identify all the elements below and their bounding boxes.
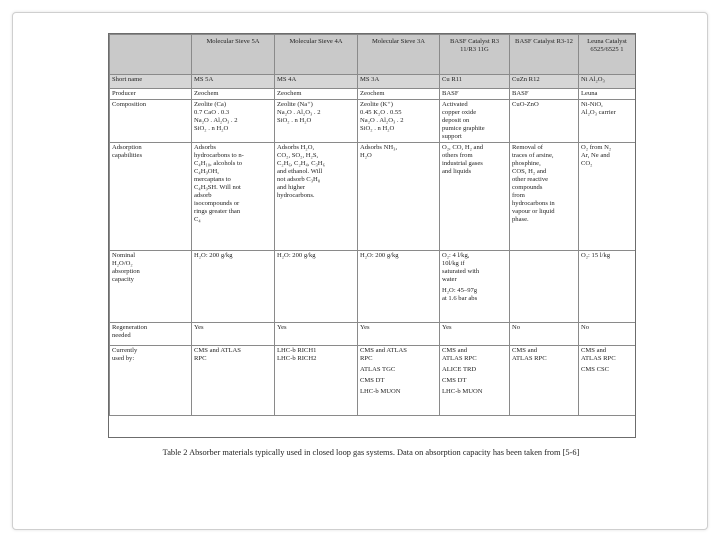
cell-line: Zeolite (Na⁺) [277,101,313,109]
cell-line: Zeochem [277,90,302,97]
cell-line: deposit on [442,117,470,125]
table-cell [510,143,579,251]
column-header [110,35,192,75]
cell-line: RPC [360,355,373,363]
table-cell [192,75,275,89]
column-header: Molecular Sieve 5A [192,35,275,75]
row-label-line: Currently [112,347,138,355]
table-cell [192,346,275,416]
cell-line: CO₂, SO₂, H₂S, [277,152,319,160]
table-cell [275,323,358,346]
cell-line: others from [442,152,473,160]
cell-line: Adsorbs [194,144,216,152]
absorber-table [108,33,636,438]
cell-line: 10l/kg if [442,260,465,268]
column-header: Leuna Catalyst 6525/6525 1 [579,35,636,75]
cell-line: copper oxide [442,109,477,117]
cell-line: Adsorbs H₂O, [277,144,315,152]
table-cell [579,89,636,100]
row-label-line: Regeneration [112,324,148,332]
cell-line: Ar, Ne and [581,152,610,160]
cell-line: and ethanol. Will [277,168,323,176]
cell-line: Leuna [581,90,598,97]
cell-line: mercaptans to [194,176,231,184]
table-body [110,75,636,416]
cell-line: SiO₂ . n H₂O [360,125,395,133]
cell-line: BASF [512,90,529,97]
row-label-line: Short name [112,76,143,83]
cell-line: Na₂O . Al₂O₃ . 2 [277,109,321,117]
cell-line: support [442,133,462,141]
cell-line: CO₂ [581,160,593,168]
cell-line: CMS DT [360,377,385,385]
table-cell [579,100,636,143]
cell-line: 0.45 K₂O . 0.55 [360,109,402,117]
cell-line: Yes [442,324,452,332]
cell-line: vapour or liquid [512,208,555,216]
cell-line: not adsorb C₃H₈ [277,176,321,184]
cell-line: C₄ [194,216,201,224]
cell-line: compounds [512,184,543,192]
table-cell [510,89,579,100]
cell-line: C₄H₁₀, alcohols to [194,160,243,168]
cell-line: phase. [512,216,529,224]
cell-line: at 1.6 bar abs [442,295,478,303]
cell-line: CuO-ZnO [512,101,539,109]
cell-line: CMS and [512,347,538,355]
table-row [110,346,636,416]
row-label-line: absorption [112,268,140,276]
cell-line: Na₂O . Al₂O₃ . 2 [360,117,404,125]
row-label-line: H₂O/O₂ [112,260,133,268]
cell-line: O₂: 15 l/kg [581,252,611,260]
row-label-line: Producer [112,90,136,97]
cell-line: No [581,324,590,332]
row-label-line: needed [112,332,131,340]
table-cell [192,323,275,346]
cell-line: phosphine, [512,160,541,168]
table-cell [440,143,510,251]
cell-line: water [442,276,457,284]
table-cell [440,100,510,143]
row-label-line: capacity [112,276,134,284]
table-cell [192,100,275,143]
table-cell [192,89,275,100]
cell-line: Zeolite (K⁺) [360,101,393,109]
cell-line: LHC-b RICH1 [277,347,317,355]
cell-line: Zeolite (Ca) [194,101,227,109]
column-header: BASF Catalyst R3 11/R3 11G [440,35,510,75]
cell-line: H₂O [360,152,372,160]
table-cell [440,323,510,346]
column-header: Molecular Sieve 3A [358,35,440,75]
cell-line: C₂H₆, C₂H₄, C₃H₆ [277,160,325,168]
column-header: Molecular Sieve 4A [275,35,358,75]
row-label [110,75,192,89]
cell-line: other reactive [512,176,549,184]
cell-line: MS 5A [194,76,214,83]
cell-line: Ni-NiO, [581,101,603,109]
cell-line: Zeochem [194,90,219,97]
cell-line: H₂O: 200 g/kg [194,252,233,260]
table-cell [192,251,275,323]
table-cell [275,143,358,251]
cell-line: pumice graphite [442,125,485,133]
cell-line: O₂ from N₂ [581,144,612,152]
cell-line: Yes [360,324,370,332]
table-cell [275,100,358,143]
cell-line: LHC-b MUON [360,388,401,396]
cell-line: ATLAS RPC [581,355,616,363]
table-cell [510,323,579,346]
cell-line: COS, H₂ and [512,168,547,176]
cell-line: Zeochem [360,90,385,97]
table-cell [579,323,636,346]
cell-line: CMS CSC [581,366,610,374]
cell-line: No [512,324,521,332]
table-row [110,75,636,89]
cell-line: isocompounds or [194,200,240,208]
table-cell [510,100,579,143]
cell-line: H₂O: 45–97g [442,287,478,295]
table-cell [275,346,358,416]
row-label [110,346,192,416]
cell-line: CMS and [581,347,607,355]
table-row [110,100,636,143]
table-cell [440,89,510,100]
table-cell [358,251,440,323]
table-cell [275,89,358,100]
cell-line: Adsorbs NH₃, [360,144,398,152]
cell-line: Al₂O₃ carrier [581,109,616,117]
row-label [110,89,192,100]
row-label-line: Composition [112,101,147,109]
table-cell [510,346,579,416]
cell-line: ATLAS TGC [360,366,396,374]
table-cell [358,100,440,143]
cell-line: industrial gases [442,160,483,168]
cell-line: Yes [277,324,287,332]
cell-line: CMS and [442,347,468,355]
table-cell [275,251,358,323]
table-header-row [110,35,636,75]
cell-line: and liquids [442,168,472,176]
cell-line: C₄H₉SH. Will not [194,184,241,192]
cell-line: CMS and ATLAS [194,347,241,355]
cell-line: SiO₂ . n H₂O [277,117,312,125]
cell-line: saturated with [442,268,480,276]
table-row [110,323,636,346]
cell-line: Cu R11 [442,76,463,83]
cell-line: Removal of [512,144,543,152]
table-cell [192,143,275,251]
cell-line: Na₂O . Al₂O₃ . 2 [194,117,238,125]
table-cell [358,75,440,89]
table-cell [440,75,510,89]
table-row [110,143,636,251]
cell-line: ALICE TRD [442,366,477,374]
row-label [110,100,192,143]
table-row [110,251,636,323]
table-cell [358,143,440,251]
cell-line: Yes [194,324,204,332]
table-cell [358,89,440,100]
cell-line: RPC [194,355,207,363]
table-cell [358,323,440,346]
cell-line: CMS and ATLAS [360,347,407,355]
table-cell [358,346,440,416]
column-header: BASF Catalyst R3-12 [510,35,579,75]
cell-line: hydrocarbons in [512,200,555,208]
cell-line: H₂O: 200 g/kg [277,252,316,260]
table-cell [579,251,636,323]
table-cell [440,251,510,323]
cell-line: BASF [442,90,459,97]
table-row [110,89,636,100]
cell-line: MS 4A [277,76,297,83]
table-cell [579,346,636,416]
cell-line: and higher [277,184,306,192]
row-label [110,143,192,251]
table-cell [510,251,579,323]
cell-line: LHC-b RICH2 [277,355,317,363]
table-cell [579,143,636,251]
cell-line: C₄H₉OH, [194,168,219,176]
row-label [110,323,192,346]
table-cell [579,75,636,89]
cell-line: CuZn R12 [512,76,540,83]
cell-line: ATLAS RPC [512,355,547,363]
cell-line: MS 3A [360,76,380,83]
cell-line: LHC-b MUON [442,388,483,396]
table-cell [440,346,510,416]
table-cell [275,75,358,89]
cell-line: O₂: 4 l/kg, [442,252,470,260]
cell-line: O₂, CO, H₂ and [442,144,484,152]
table-caption: Table 2 Absorber materials typically used in closed loop gas systems. Data on absorption capacity has been taken from [5-6] [162,448,580,457]
cell-line: ATLAS RPC [442,355,477,363]
row-label [110,251,192,323]
cell-line: 0.7 CaO . 0.3 [194,109,230,117]
cell-line: hydrocarbons. [277,192,315,200]
cell-line: from [512,192,525,200]
cell-line: rings greater than [194,208,241,216]
cell-line: CMS DT [442,377,467,385]
cell-line: Ni Al₂O₃ [581,76,605,83]
row-label-line: Adsorption [112,144,142,152]
cell-line: Activated [442,101,468,109]
cell-line: traces of arsine, [512,152,554,160]
table-cell [510,75,579,89]
row-label-line: capabilities [112,152,143,160]
cell-line: hydrocarbons to n- [194,152,244,160]
cell-line: SiO₂ . n H₂O [194,125,229,133]
row-label-line: Nominal [112,252,136,260]
cell-line: adsorb [194,192,212,200]
row-label-line: used by: [112,355,135,363]
cell-line: H₂O: 200 g/kg [360,252,399,260]
